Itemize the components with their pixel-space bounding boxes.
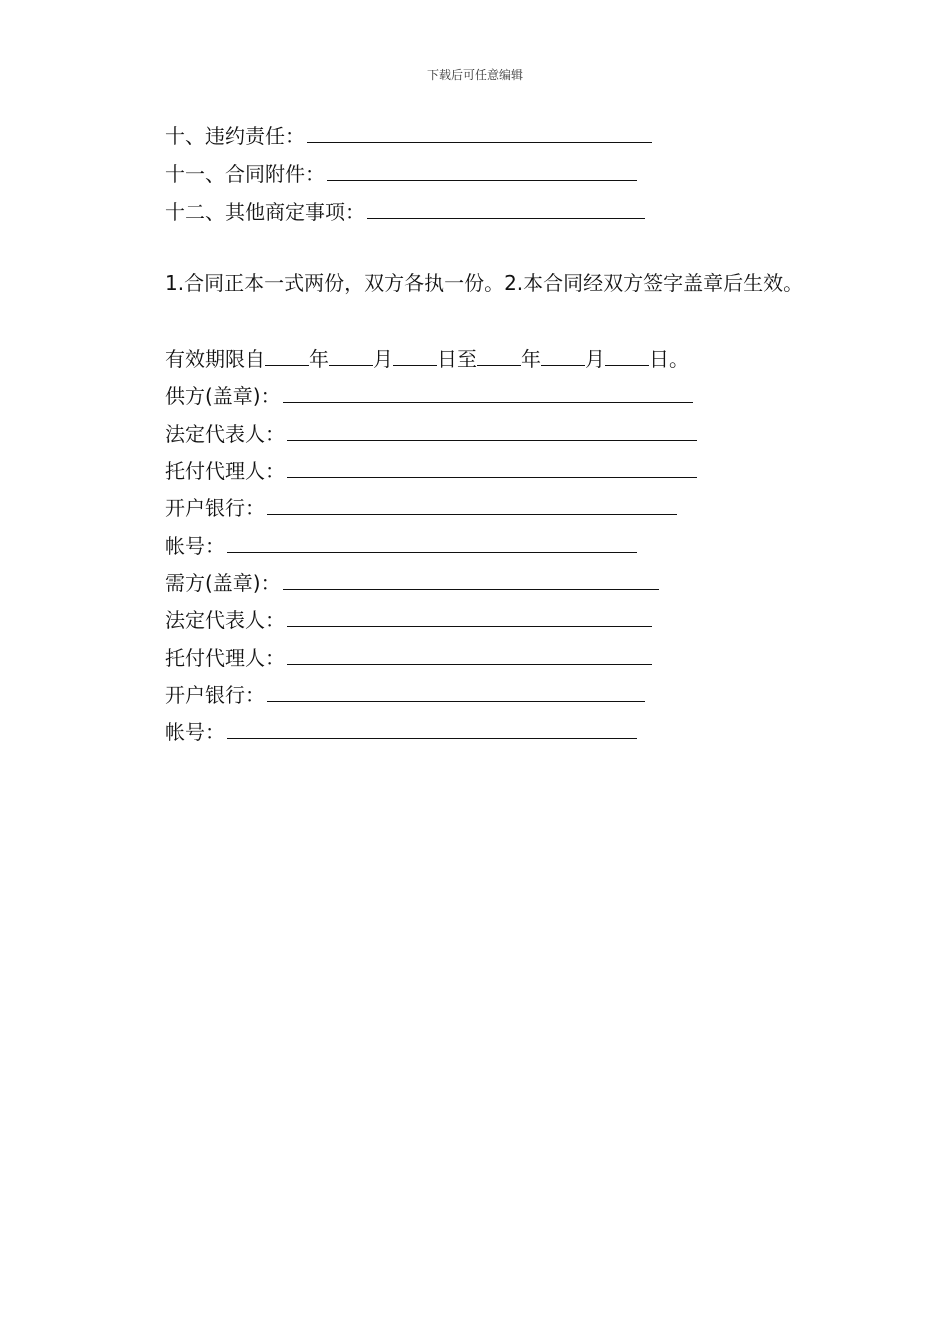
supplier-bank-field[interactable] xyxy=(267,494,677,515)
buyer-agent-line xyxy=(165,644,652,671)
buyer-legal-rep-line xyxy=(165,606,652,633)
year-label: 年 xyxy=(521,347,541,371)
clause-blank-field[interactable] xyxy=(307,122,652,143)
clause-attachments xyxy=(165,160,637,187)
clause-breach-liability xyxy=(165,122,652,149)
supplier-legal-rep-line xyxy=(165,420,697,447)
buyer-seal-field[interactable] xyxy=(283,569,659,590)
clause-blank-field[interactable] xyxy=(367,198,645,219)
end-month-field[interactable] xyxy=(541,345,585,366)
field-label: 法定代表人： xyxy=(165,608,285,632)
supplier-legal-rep-field[interactable] xyxy=(287,420,697,441)
field-label: 法定代表人： xyxy=(165,422,285,446)
buyer-agent-field[interactable] xyxy=(287,644,652,665)
supplier-bank-line xyxy=(165,494,677,521)
end-day-field[interactable] xyxy=(605,345,649,366)
end-year-field[interactable] xyxy=(477,345,521,366)
month-label: 月 xyxy=(373,347,393,371)
supplier-seal-line xyxy=(165,382,693,409)
day-to-label: 日至 xyxy=(437,347,477,371)
clause-other-matters xyxy=(165,198,645,225)
clause-label: 十、违约责任： xyxy=(165,124,305,148)
field-label: 开户银行： xyxy=(165,496,265,520)
validity-period-line xyxy=(165,345,689,372)
supplier-account-field[interactable] xyxy=(227,532,637,553)
field-label: 托付代理人： xyxy=(165,459,285,483)
clause-blank-field[interactable] xyxy=(327,160,637,181)
start-year-field[interactable] xyxy=(265,345,309,366)
clause-label: 十一、合同附件： xyxy=(165,162,325,186)
buyer-bank-field[interactable] xyxy=(267,681,645,702)
buyer-seal-line xyxy=(165,569,659,596)
field-label: 托付代理人： xyxy=(165,646,285,670)
contract-notes-paragraph: 1.合同正本一式两份，双方各执一份。2.本合同经双方签字盖章后生效。 xyxy=(165,271,804,295)
start-day-field[interactable] xyxy=(393,345,437,366)
buyer-account-field[interactable] xyxy=(227,718,637,739)
buyer-legal-rep-field[interactable] xyxy=(287,606,652,627)
supplier-agent-line xyxy=(165,457,697,484)
supplier-agent-field[interactable] xyxy=(287,457,697,478)
field-label: 需方(盖章)： xyxy=(165,571,281,595)
supplier-seal-field[interactable] xyxy=(283,382,693,403)
field-label: 帐号： xyxy=(165,720,225,744)
buyer-bank-line xyxy=(165,681,645,708)
month-label: 月 xyxy=(585,347,605,371)
page-header: 下载后可任意编辑 xyxy=(426,68,523,82)
field-label: 帐号： xyxy=(165,534,225,558)
supplier-account-line xyxy=(165,532,637,559)
field-label: 开户银行： xyxy=(165,683,265,707)
clause-label: 十二、其他商定事项： xyxy=(165,200,365,224)
buyer-account-line xyxy=(165,718,637,745)
validity-prefix: 有效期限自 xyxy=(165,347,265,371)
field-label: 供方(盖章)： xyxy=(165,384,281,408)
start-month-field[interactable] xyxy=(329,345,373,366)
day-end-label: 日。 xyxy=(649,347,689,371)
year-label: 年 xyxy=(309,347,329,371)
